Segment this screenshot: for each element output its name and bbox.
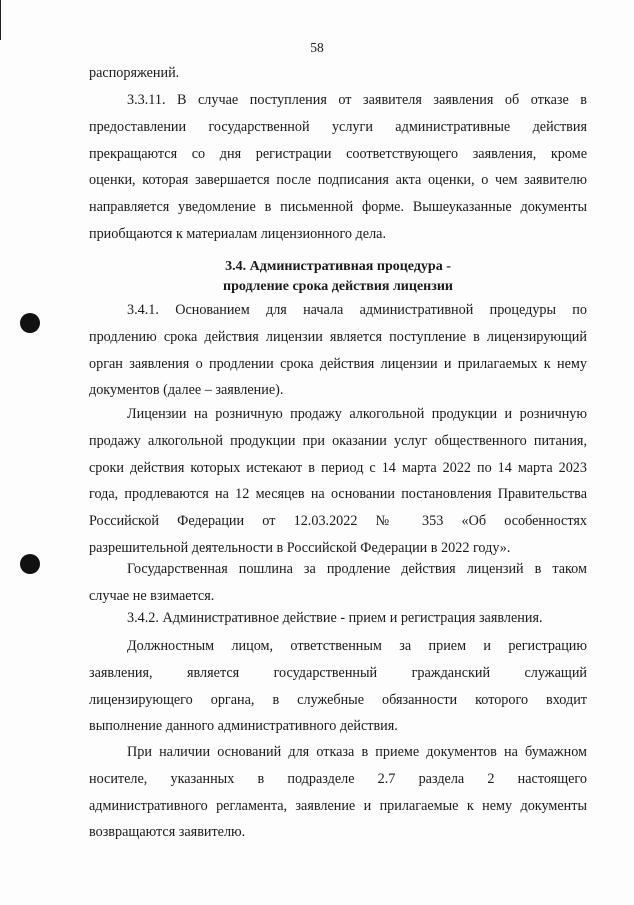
text-line: прекращаются со дня регистрации соответствующего заявления, кроме <box>89 145 587 162</box>
punch-hole-upper <box>20 313 40 333</box>
section-heading-line-2: продление срока действия лицензии <box>223 279 453 294</box>
text-line: документов (далее – заявление). <box>89 382 284 399</box>
page-number: 58 <box>310 40 324 55</box>
paragraph-licenses <box>89 401 587 562</box>
text-line: Лицензии на розничную продажу алкогольной продукции и розничную <box>127 406 587 422</box>
text-line: Государственная пошлина за продление действия лицензий в таком <box>127 561 587 577</box>
paragraph-3-4-1 <box>89 297 587 404</box>
text-line: заявления, является государственный гражданский служащий <box>89 664 587 681</box>
paragraph-continuation <box>89 60 587 87</box>
text-line: орган заявления о продлении срока действия лицензии и прилагаемых к нему <box>89 355 587 372</box>
text-line: продажу алкогольной продукции при оказании услуг общественного питания, <box>89 432 587 449</box>
paragraph-state-duty <box>89 556 587 610</box>
paragraph-3-3-11 <box>89 87 587 248</box>
text-line: возвращаются заявителю. <box>89 824 246 841</box>
text-line: случае не взимается. <box>89 587 215 604</box>
text-line: 3.4.2. Административное действие - прием и регистрация заявления. <box>127 610 543 626</box>
section-heading <box>89 257 587 297</box>
text-line: 3.3.11. В случае поступления от заявителя заявления об отказе в <box>127 92 587 108</box>
text-line: 3.4.1. Основанием для начала административной процедуры по <box>127 302 587 318</box>
text-line: Российской Федерации от 12.03.2022 № 353 «Об особенностях <box>89 513 587 530</box>
text-line: оценки, которая завершается после подписания акта оценки, о чем заявителю <box>89 172 587 189</box>
paragraph-official <box>89 633 587 740</box>
text-line: приобщаются к материалам лицензионного дела. <box>89 225 386 242</box>
section-heading-line-1: 3.4. Административная процедура - <box>225 259 451 274</box>
text-line: административного регламента, заявление и прилагаемые к нему документы <box>89 797 587 814</box>
punch-hole-lower <box>20 554 40 574</box>
text-line: разрешительной деятельности в Российской Федерации в 2022 году». <box>89 539 511 556</box>
text-line: носителе, указанных в подразделе 2.7 раздела 2 настоящего <box>89 770 587 787</box>
text-line: продлению срока действия лицензии является поступление в лицензирующий <box>89 328 587 345</box>
text-line: распоряжений. <box>89 65 180 81</box>
paragraph-3-4-2 <box>89 605 587 632</box>
text-line: выполнение данного административного действия. <box>89 718 398 735</box>
text-line: Должностным лицом, ответственным за прием и регистрацию <box>127 638 587 654</box>
page-edge-line <box>0 0 1 40</box>
text-line: года, продлеваются на 12 месяцев на основании постановления Правительства <box>89 486 587 503</box>
text-line: предоставлении государственной услуги административные действия <box>89 118 587 135</box>
text-line: направляется уведомление в письменной форме. Вышеуказанные документы <box>89 199 587 216</box>
text-line: При наличии оснований для отказа в приеме документов на бумажном <box>127 744 587 760</box>
text-line: сроки действия которых истекают в период с 14 марта 2022 по 14 марта 2023 <box>89 459 587 476</box>
text-line: лицензирующего органа, в служебные обязанности которого входит <box>89 691 587 708</box>
paragraph-refusal <box>89 739 587 846</box>
